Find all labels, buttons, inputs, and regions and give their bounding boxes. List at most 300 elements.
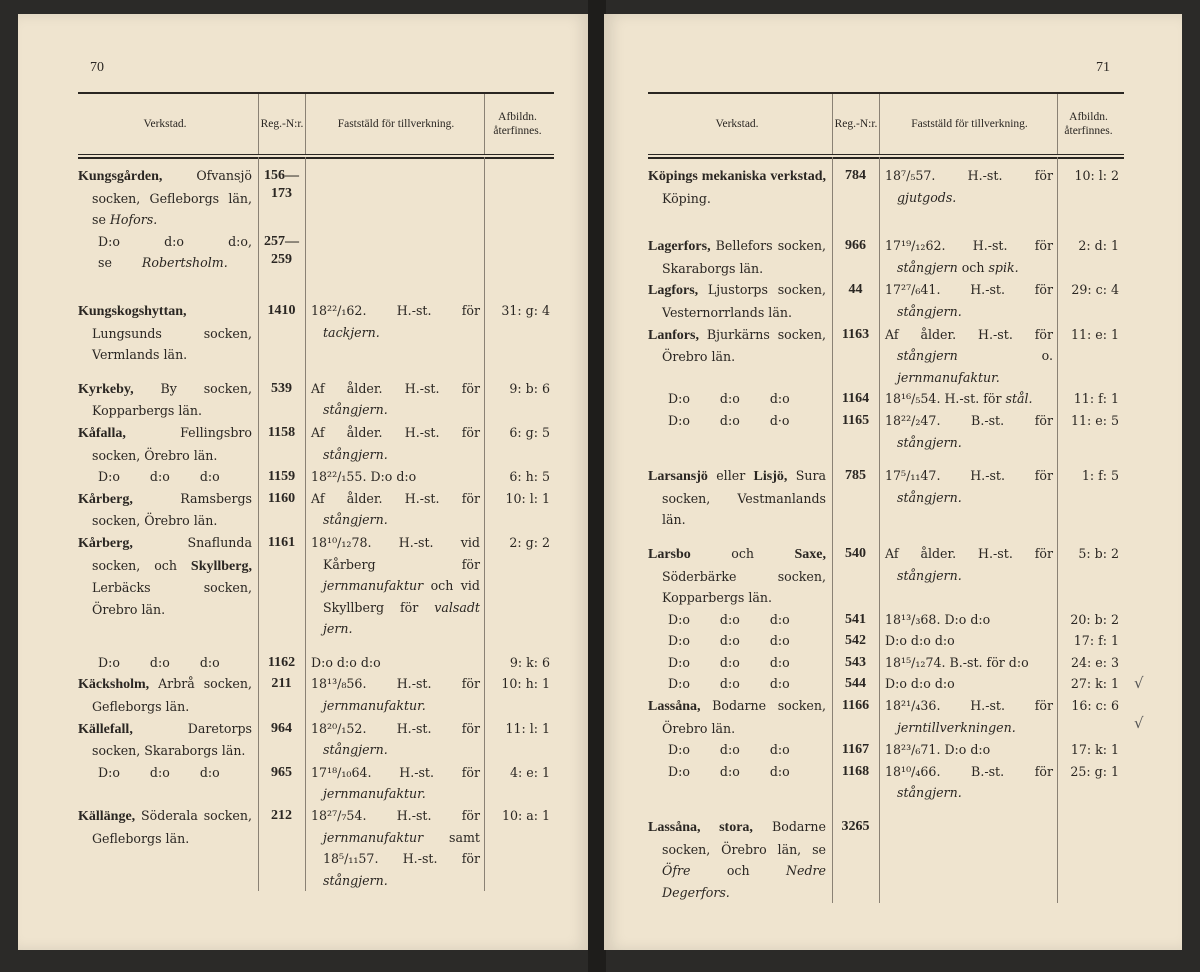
faststald-cell	[879, 410, 1057, 453]
entry-text: Köping.	[662, 190, 711, 206]
table-row	[78, 466, 554, 488]
entry-text: By socken, Kopparbergs län.	[92, 380, 252, 419]
entry-name: Kåfalla,	[78, 425, 126, 441]
entry-text: D:o d:o d:o	[885, 633, 955, 649]
reg-number: 1410	[267, 302, 296, 318]
entry-name: Larsansjö	[648, 469, 708, 485]
verkstad-cell	[648, 609, 832, 631]
verkstad-cell	[648, 816, 832, 903]
verkstad-cell	[648, 465, 832, 531]
table-row	[648, 739, 1124, 761]
right-page	[604, 14, 1182, 950]
table-row	[78, 532, 554, 640]
entry-text: Af ålder. H.-st. för	[311, 490, 480, 506]
verkstad-cell	[78, 165, 258, 231]
cell-text	[885, 695, 1053, 738]
header-afbildn: Afbildn. återfinnes.	[1057, 94, 1123, 154]
reg-number: 1158	[267, 424, 296, 440]
reg-number: 539	[271, 380, 292, 396]
cell-text	[648, 739, 826, 761]
verkstad-cell	[78, 300, 258, 366]
afbildn-ref	[484, 165, 554, 231]
verkstad-cell	[648, 673, 832, 695]
entry-text: D:o d:o d:o	[668, 742, 790, 758]
faststald-cell	[879, 279, 1057, 323]
cell-text	[885, 388, 1053, 410]
cell-text	[648, 609, 826, 631]
entry-name: Lagerfors,	[648, 239, 711, 255]
reg-number: 211	[271, 676, 292, 692]
table-row	[648, 410, 1124, 453]
reg-number: 543	[845, 654, 866, 670]
entry-text: Fellingsbro socken, Örebro län.	[92, 424, 252, 463]
italic-term: stångjern.	[897, 489, 962, 505]
entry-text: D:o d:o d:o	[98, 654, 220, 670]
faststald-cell	[879, 761, 1057, 804]
cell-text	[885, 165, 1053, 208]
left-page	[18, 14, 590, 950]
cell-text	[648, 543, 826, 609]
reg-number: 544	[845, 676, 866, 692]
cell-text	[648, 279, 826, 323]
faststald-cell	[879, 816, 1057, 903]
verkstad-cell	[78, 488, 258, 532]
verkstad-cell	[78, 805, 258, 891]
reg-number: 1160	[267, 490, 296, 506]
header-verkstad: Verkstad.	[143, 118, 187, 130]
cell-text	[311, 805, 480, 891]
italic-term: stångjern.	[897, 785, 962, 801]
cell-text	[885, 235, 1053, 278]
cell-text	[885, 652, 1053, 674]
afbildn-ref: 31: g: 4	[501, 302, 550, 318]
entry-text: 18¹⁰/₄66. B.-st. för	[885, 763, 1053, 779]
entry-text: 18²⁷/₇54. H.-st. för	[311, 808, 480, 824]
faststald-cell	[879, 543, 1057, 609]
italic-term: gjutgods.	[897, 189, 957, 205]
entry-text: D:o d:o d:o	[98, 764, 220, 780]
cell-text	[885, 410, 1053, 453]
header-faststald: Faststäld för tillverkning.	[879, 94, 1057, 154]
afbildn-ref: 16: c: 6	[1071, 698, 1119, 714]
afbildn-ref: 25: g: 1	[1070, 763, 1119, 779]
reg-number: 1164	[841, 391, 870, 407]
entry-name: Källänge,	[78, 809, 136, 825]
reg-number: 540	[845, 545, 866, 561]
entry-text: och	[690, 863, 786, 879]
italic-term: jernmanufaktur	[323, 578, 424, 594]
verkstad-cell	[648, 324, 832, 389]
entry-text: Ljustorps socken, Vesternorrlands län.	[662, 282, 826, 320]
table-row	[648, 761, 1124, 804]
reg-number: 542	[845, 633, 866, 649]
entry-text: D:o d:o d:o	[98, 469, 220, 485]
cell-text	[311, 532, 480, 640]
faststald-cell	[305, 652, 484, 674]
cell-text	[885, 739, 1053, 761]
faststald-cell	[305, 466, 484, 488]
reg-number: 1165	[841, 412, 870, 428]
italic-term: stångjern.	[897, 303, 962, 319]
entry-text: 18²³/₆71. D:o d:o	[885, 742, 991, 758]
entry-text: Sura socken, Vestmanlands län.	[662, 468, 826, 528]
afbildn-ref: 9: b: 6	[509, 380, 550, 396]
entry-text: D:o d:o d:o	[668, 611, 790, 627]
cell-text	[885, 761, 1053, 804]
table-row	[648, 324, 1124, 389]
entry-text: D:o d:o d:o, se	[98, 233, 252, 271]
cell-text	[311, 673, 480, 716]
afbildn-ref: 17: f: 1	[1073, 633, 1119, 649]
italic-term: jernmanufaktur.	[323, 786, 426, 802]
entry-text: eller	[707, 468, 754, 484]
reg-number: 1159	[267, 469, 296, 485]
verkstad-cell	[78, 762, 258, 805]
italic-term: stångjern.	[323, 872, 388, 888]
entry-text: Lungsunds socken, Vermlands län.	[92, 325, 252, 363]
afbildn-ref: 11: e: 1	[1071, 326, 1119, 342]
table-row	[78, 165, 554, 231]
entry-text: 18²²/₁55. D:o d:o	[311, 469, 417, 485]
verkstad-cell	[648, 543, 832, 609]
italic-term: stångjern.	[323, 446, 388, 462]
afbildn-ref: 2: d: 1	[1078, 238, 1119, 254]
faststald-cell	[879, 609, 1057, 631]
italic-term: stångjern	[897, 348, 958, 364]
reg-number: 966	[845, 238, 866, 254]
entry-name: Larsbo	[648, 546, 691, 562]
reg-number: 212	[271, 808, 292, 824]
table-row	[648, 279, 1124, 323]
header-double-rule	[78, 155, 554, 159]
cell-text	[78, 300, 252, 366]
italic-term: jernmanufaktur.	[897, 369, 1000, 385]
entry-name: Köpings mekaniska verkstad,	[648, 169, 826, 184]
table-row	[648, 673, 1124, 695]
cell-text	[648, 816, 826, 903]
entry-name: Kyrkeby,	[78, 381, 134, 397]
entry-name: Kårberg,	[78, 491, 133, 507]
faststald-cell	[305, 532, 484, 640]
afbildn-ref: 5: b: 2	[1078, 545, 1119, 561]
italic-term: tackjern.	[323, 324, 380, 340]
entry-text: och	[957, 259, 989, 275]
entry-name: Källefall,	[78, 721, 133, 737]
afbildn-ref: 4: e: 1	[510, 764, 550, 780]
entry-text: D:o d:o d·o	[668, 412, 790, 428]
afbildn-ref: 10: l: 2	[1074, 168, 1119, 183]
entry-text: Af ålder. H.-st. för	[311, 424, 480, 440]
faststald-cell	[305, 422, 484, 466]
cell-text	[885, 279, 1053, 322]
entry-text: Snaflunda socken, och	[92, 534, 252, 573]
entry-text: D:o d:o d:o	[668, 763, 790, 779]
table-row	[78, 366, 554, 422]
entry-text: 18²²/₁62. H.-st. för	[311, 302, 480, 318]
verkstad-cell	[78, 532, 258, 640]
afbildn-ref: 2: g: 2	[509, 534, 550, 550]
header-verkstad: Verkstad.	[715, 118, 759, 130]
verkstad-cell	[648, 388, 832, 410]
afbildn-ref: 9: k: 6	[509, 654, 550, 670]
faststald-cell	[305, 762, 484, 805]
faststald-cell	[305, 231, 484, 274]
afbildn-ref: 11: l: 1	[505, 720, 550, 736]
table-body	[78, 165, 554, 891]
cell-text	[78, 488, 252, 532]
cell-text	[885, 465, 1053, 508]
table-row	[78, 805, 554, 891]
verkstad-cell	[648, 235, 832, 279]
entry-text: o.	[957, 348, 1053, 364]
italic-term: jerntillverkningen.	[897, 719, 1016, 735]
entry-text: Ofvansjö socken, Gefleborgs län, se	[92, 168, 252, 228]
entry-text: 18¹⁶/₅54. H.-st. för	[885, 391, 1006, 407]
register-table	[648, 92, 1124, 903]
cell-text	[885, 609, 1053, 631]
cell-text	[78, 673, 252, 717]
faststald-cell	[879, 165, 1057, 209]
reg-number: 1161	[267, 534, 296, 550]
verkstad-cell	[78, 422, 258, 466]
italic-term: spik.	[988, 259, 1019, 275]
italic-term: stångjern	[897, 259, 958, 275]
table-row	[648, 165, 1124, 209]
entry-text: D:o d:o d:o	[668, 654, 790, 670]
italic-term: Öfre	[662, 863, 691, 879]
table-row	[648, 209, 1124, 279]
verkstad-cell	[78, 652, 258, 674]
verkstad-cell	[648, 630, 832, 652]
table-row	[648, 652, 1124, 674]
italic-term: jernmanufaktur.	[323, 698, 426, 714]
entry-name: Lassåna, stora,	[648, 820, 753, 836]
cell-text	[311, 378, 480, 421]
cell-text	[311, 422, 480, 465]
entry-name: Kungsgården,	[78, 169, 163, 184]
table-header	[78, 94, 554, 155]
entry-text: Af ålder. H.-st. för	[311, 380, 480, 396]
entry-text: Daretorps socken, Skaraborgs län.	[92, 720, 252, 759]
cell-text	[311, 652, 480, 674]
cell-text	[648, 465, 826, 531]
entry-text: och	[690, 545, 795, 561]
cell-text	[311, 466, 480, 488]
page-number: 70	[90, 60, 104, 75]
entry-text: 18¹⁵/₁₂74. B.-st. för d:o	[885, 654, 1029, 670]
entry-name: Lanfors,	[648, 327, 699, 343]
table-row	[78, 274, 554, 366]
reg-number: 541	[845, 611, 866, 627]
faststald-cell	[879, 695, 1057, 739]
italic-term: stångjern.	[323, 402, 388, 418]
cell-text	[78, 532, 252, 620]
afbildn-ref: 11: f: 1	[1073, 391, 1119, 407]
entry-text: 17¹⁸/₁₀64. H.-st. för	[311, 764, 480, 780]
cell-text	[648, 652, 826, 674]
entry-text: 18¹³/₈56. H.-st. för	[311, 676, 480, 692]
afbildn-ref: 11: e: 5	[1071, 412, 1119, 428]
header-faststald: Faststäld för tillverkning.	[305, 94, 484, 154]
faststald-cell	[879, 652, 1057, 674]
entry-text: D:o d:o d:o	[668, 633, 790, 649]
entry-name: Lisjö,	[753, 469, 788, 485]
entry-text: D:o d:o d:o	[668, 391, 790, 407]
cell-text	[885, 324, 1053, 389]
cell-text	[648, 630, 826, 652]
cell-text	[311, 762, 480, 805]
table-row	[648, 630, 1124, 652]
reg-number: 1168	[841, 763, 870, 779]
entry-text: Söderala socken, Gefleborgs län.	[92, 808, 252, 846]
cell-text	[78, 165, 252, 231]
cell-text	[648, 235, 826, 279]
entry-text: samt 18⁵/₁₁57. H.-st. för	[323, 829, 480, 867]
table-body	[648, 165, 1124, 903]
table-row	[78, 488, 554, 532]
cell-text	[311, 718, 480, 761]
reg-number: 44	[848, 282, 863, 298]
italic-term: stångjern.	[323, 512, 388, 528]
table-row	[648, 531, 1124, 609]
entry-name: Kungskogshyttan,	[78, 303, 187, 319]
entry-text: Söderbärke socken, Kopparbergs län.	[662, 568, 826, 606]
header-reg: Reg.-N:r.	[832, 94, 879, 154]
table-row	[78, 231, 554, 274]
header-reg: Reg.-N:r.	[258, 94, 305, 154]
table-row	[78, 673, 554, 717]
entry-text: 18¹⁰/₁₂78. H.-st. vid Kårberg för	[311, 534, 480, 572]
verkstad-cell	[648, 652, 832, 674]
cell-text	[648, 410, 826, 432]
cell-text	[885, 630, 1053, 652]
entry-text: 18²¹/₄36. H.-st. för	[885, 698, 1053, 714]
faststald-cell	[879, 630, 1057, 652]
afbildn-ref: 29: c: 4	[1071, 282, 1119, 298]
verkstad-cell	[648, 761, 832, 804]
entry-text: 18¹³/₃68. D:o d:o	[885, 611, 991, 627]
table-row	[648, 609, 1124, 631]
cell-text	[78, 231, 252, 274]
table-row	[648, 453, 1124, 531]
afbildn-ref: 10: a: 1	[501, 808, 550, 824]
table-header	[648, 94, 1124, 155]
faststald-cell	[879, 235, 1057, 279]
afbildn-ref: 24: e: 3	[1071, 654, 1119, 670]
italic-term: stångjern.	[323, 742, 388, 758]
handwritten-check-mark: √	[1134, 674, 1144, 692]
cell-text	[78, 652, 252, 674]
entry-text: Lerbäcks socken, Örebro län.	[92, 580, 252, 617]
reg-number: 785	[845, 468, 866, 484]
afbildn-ref: 10: h: 1	[501, 676, 550, 692]
header-afbildn: Afbildn. återfinnes.	[484, 94, 554, 154]
reg-number: 1166	[841, 698, 870, 714]
faststald-cell	[879, 388, 1057, 410]
afbildn-ref: 27: k: 1	[1070, 676, 1119, 692]
afbildn-ref	[1057, 816, 1123, 903]
entry-text: D:o d:o d:o	[311, 654, 381, 670]
italic-term: jernmanufaktur	[323, 829, 424, 845]
verkstad-cell	[78, 466, 258, 488]
cell-text	[78, 422, 252, 466]
afbildn-ref: 6: h: 5	[509, 469, 550, 485]
faststald-cell	[879, 739, 1057, 761]
entry-name: Lagfors,	[648, 283, 699, 299]
cell-text	[648, 324, 826, 368]
reg-number: 3265	[841, 819, 870, 835]
verkstad-cell	[78, 673, 258, 717]
cell-text	[78, 762, 252, 784]
table-row	[648, 695, 1124, 739]
register-table	[78, 92, 554, 891]
entry-text: 17¹⁹/₁₂62. H.-st. för	[885, 238, 1053, 254]
faststald-cell	[305, 378, 484, 422]
reg-number: 965	[271, 764, 292, 780]
faststald-cell	[305, 300, 484, 366]
cell-text	[78, 805, 252, 849]
cell-text	[648, 673, 826, 695]
reg-number: 156—173	[264, 168, 299, 201]
entry-text: Af ålder. H.-st. för	[885, 545, 1053, 561]
table-row	[78, 422, 554, 466]
faststald-cell	[305, 673, 484, 717]
faststald-cell	[879, 673, 1057, 695]
entry-text: D:o d:o d:o	[668, 676, 790, 692]
cell-text	[885, 673, 1053, 695]
cell-text	[648, 695, 826, 739]
table-row	[78, 640, 554, 674]
verkstad-cell	[78, 231, 258, 274]
cell-text	[648, 761, 826, 783]
entry-text: Ramsbergs socken, Örebro län.	[92, 490, 252, 529]
entry-text: 17²⁷/₆41. H.-st. för	[885, 282, 1053, 298]
cell-text	[648, 388, 826, 410]
faststald-cell	[879, 465, 1057, 531]
entry-text: 18²²/₂47. B.-st. för	[885, 412, 1053, 428]
reg-number: 964	[271, 720, 292, 736]
table-row	[78, 718, 554, 762]
cell-text	[311, 488, 480, 531]
afbildn-ref: 20: b: 2	[1070, 611, 1119, 627]
italic-term: Robertsholm.	[141, 255, 228, 271]
entry-name: Kårberg,	[78, 535, 133, 551]
entry-text: 18²⁰/₁52. H.-st. för	[311, 720, 480, 736]
page-number: 71	[1096, 60, 1110, 75]
entry-name: Skyllberg,	[190, 558, 252, 574]
cell-text	[78, 466, 252, 488]
entry-text: Arbrå socken, Gefleborgs län.	[92, 676, 252, 715]
cell-text	[78, 378, 252, 422]
faststald-cell	[305, 488, 484, 532]
verkstad-cell	[648, 739, 832, 761]
italic-term: stångjern.	[897, 567, 962, 583]
cell-text	[78, 718, 252, 762]
afbildn-ref: 10: l: 1	[505, 490, 550, 506]
afbildn-ref: 17: k: 1	[1070, 742, 1119, 758]
table-row	[648, 388, 1124, 410]
entry-text: 18⁷/₅57. H.-st. för	[885, 168, 1053, 183]
handwritten-check-mark: √	[1134, 714, 1144, 732]
entry-name: Saxe,	[794, 546, 826, 562]
faststald-cell	[305, 805, 484, 891]
entry-text: Bodarne socken, Örebro län.	[662, 698, 826, 736]
entry-text: 17⁵/₁₁47. H.-st. för	[885, 468, 1053, 484]
table-row	[648, 804, 1124, 903]
verkstad-cell	[78, 718, 258, 762]
italic-term: stål.	[1005, 391, 1033, 407]
verkstad-cell	[648, 279, 832, 323]
